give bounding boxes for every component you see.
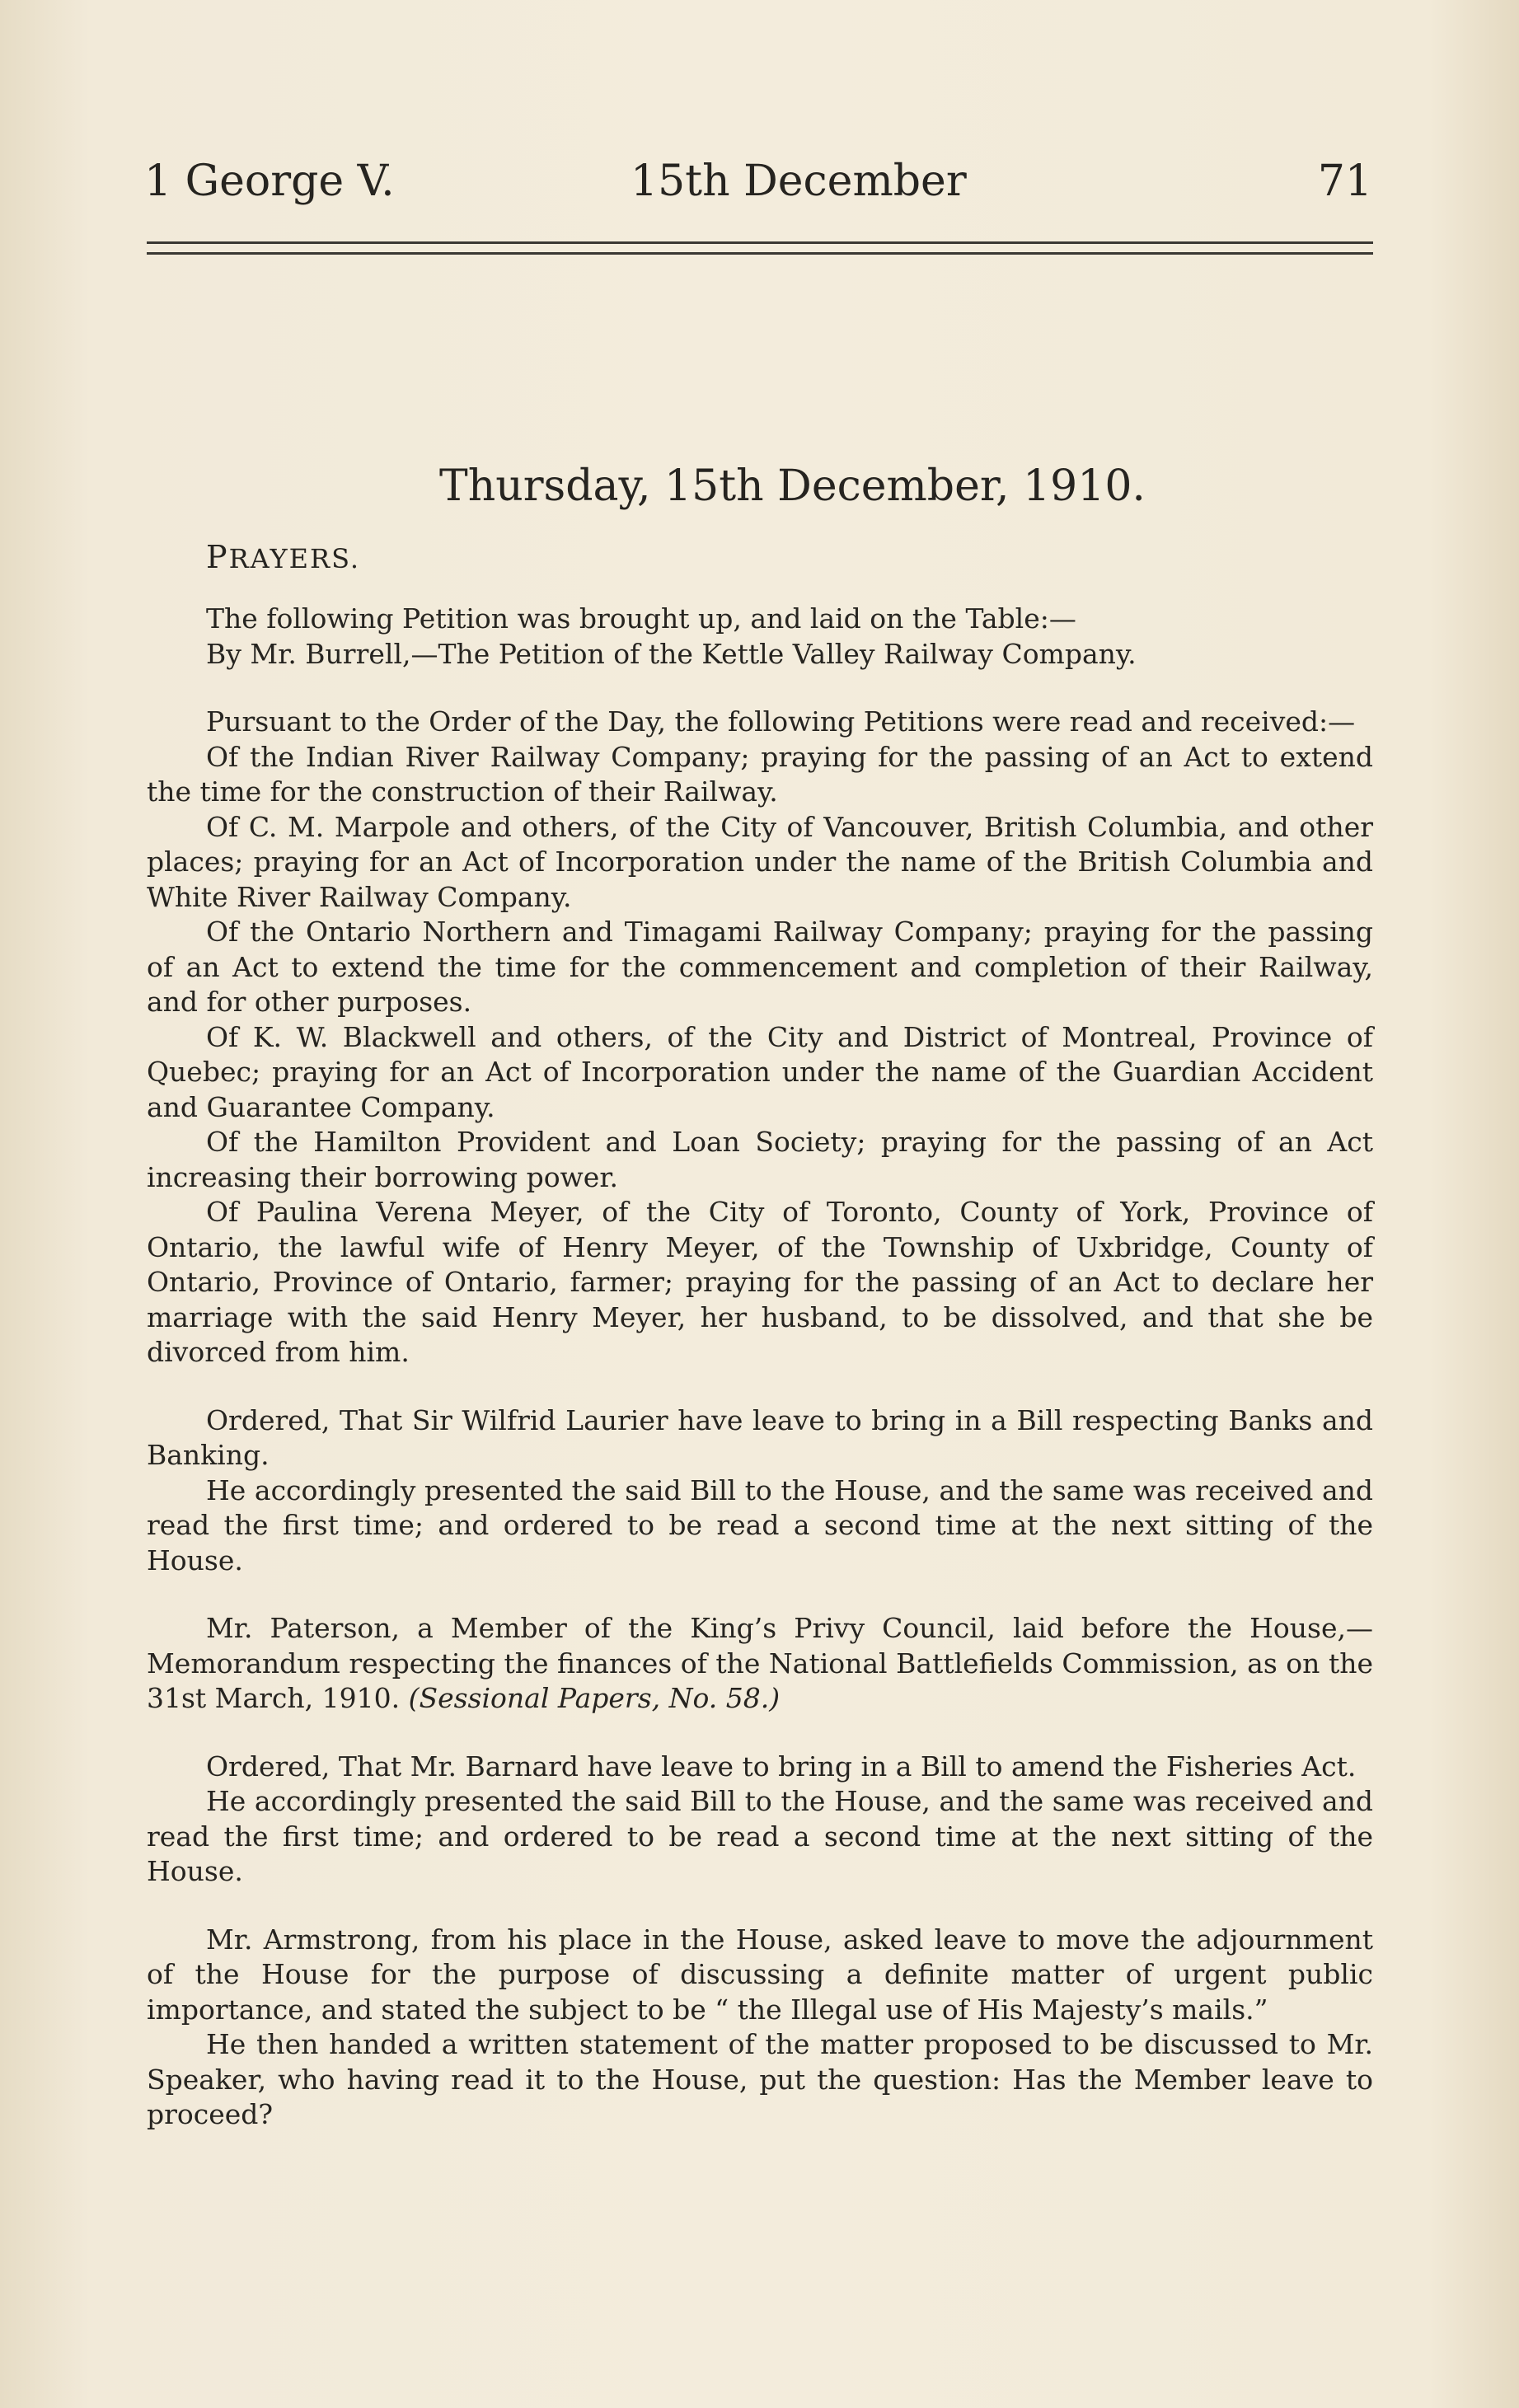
petition-brought-up-line: The following Petition was brought up, and laid on the Table:— xyxy=(206,602,1076,635)
banks-bill-ordered: Ordered, That Sir Wilfrid Laurier have leave to bring in a Bill respecting Banks and Banking. xyxy=(147,1403,1373,1471)
petition-item: Of C. M. Marpole and others, of the City of Vancouver, British Columbia, and other places; praying for an Act of Incorporation under the name of the British Columbia and White River Railway Company. xyxy=(147,810,1373,913)
petition-item: Of Paulina Verena Meyer, of the City of Toronto, County of York, Province of Ontario, the lawful wife of Henry Meyer, of the Township of Uxbridge, County of Ontario, Province of Ontario, farmer; praying for the passing of an Act to declare her marriage with the said Henry Meyer, her husband, to be dissolved, and that she be divorced from him. xyxy=(147,1196,1373,1368)
prayers-initial: P xyxy=(206,539,229,575)
banks-bill-presented: He accordingly presented the said Bill to the House, and the same was received and read the first time; and ordered to be read a second time at the next sitting of the House. xyxy=(147,1473,1373,1576)
header-regnal-year: 1 George V. xyxy=(144,157,395,206)
memorandum-paragraph xyxy=(147,1611,1373,1717)
page-number: 71 xyxy=(1317,157,1372,206)
petition-item: Of the Ontario Northern and Timagami Railway Company; praying for the passing of an Act to extend the time for the commencement and completion of their Railway, and for other purposes. xyxy=(147,916,1373,1018)
date-heading: Thursday, 15th December, 1910. xyxy=(439,461,1146,511)
petitions-read-intro: Pursuant to the Order of the Day, the following Petitions were read and received:— xyxy=(206,705,1356,738)
fisheries-bill-presented: He accordingly presented the said Bill to the House, and the same was received and read the first time; and ordered to be read a second time at the next sitting of the House. xyxy=(147,1785,1373,1887)
adjournment-request: Mr. Armstrong, from his place in the House, asked leave to move the adjournment of the House for the purpose of discussing a definite matter of urgent public importance, and stated the subject to be “ the Illegal use of His Majesty’s mails.” xyxy=(147,1923,1373,2026)
running-header xyxy=(144,157,1372,214)
petition-item: Of the Indian River Railway Company; praying for the passing of an Act to extend the time for the construction of their Railway. xyxy=(147,740,1373,808)
memorandum-text: Mr. Paterson, a Member of the King’s Privy Council, laid before the House,—Memorandum respecting the finances of the National Battlefields Commission, as on the 31st March, 1910. xyxy=(147,1612,1373,1714)
fisheries-bill-ordered: Ordered, That Mr. Barnard have leave to bring in a Bill to amend the Fisheries Act. xyxy=(206,1750,1357,1783)
sessional-paper-reference: (Sessional Papers, No. 58.) xyxy=(408,1682,781,1714)
header-rule-top xyxy=(147,241,1373,244)
petition-item: Of the Hamilton Provident and Loan Society; praying for the passing of an Act increasing their borrowing power. xyxy=(147,1126,1373,1193)
header-date: 15th December xyxy=(631,157,967,206)
petition-burrell-line: By Mr. Burrell,—The Petition of the Kettle Valley Railway Company. xyxy=(206,637,1137,670)
journal-body xyxy=(147,602,1373,2133)
header-rule-bottom xyxy=(147,252,1373,255)
adjournment-statement: He then handed a written statement of the matter proposed to be discussed to Mr. Speaker, who having read it to the House, put the question: Has the Member leave to proceed? xyxy=(147,2028,1373,2130)
prayers-rest: RAYERS. xyxy=(228,543,361,574)
petition-item: Of K. W. Blackwell and others, of the City and District of Montreal, Province of Quebec; praying for an Act of Incorporation under the name of the Guardian Accident and Guarantee Company. xyxy=(147,1020,1373,1123)
prayers-heading xyxy=(206,539,360,575)
